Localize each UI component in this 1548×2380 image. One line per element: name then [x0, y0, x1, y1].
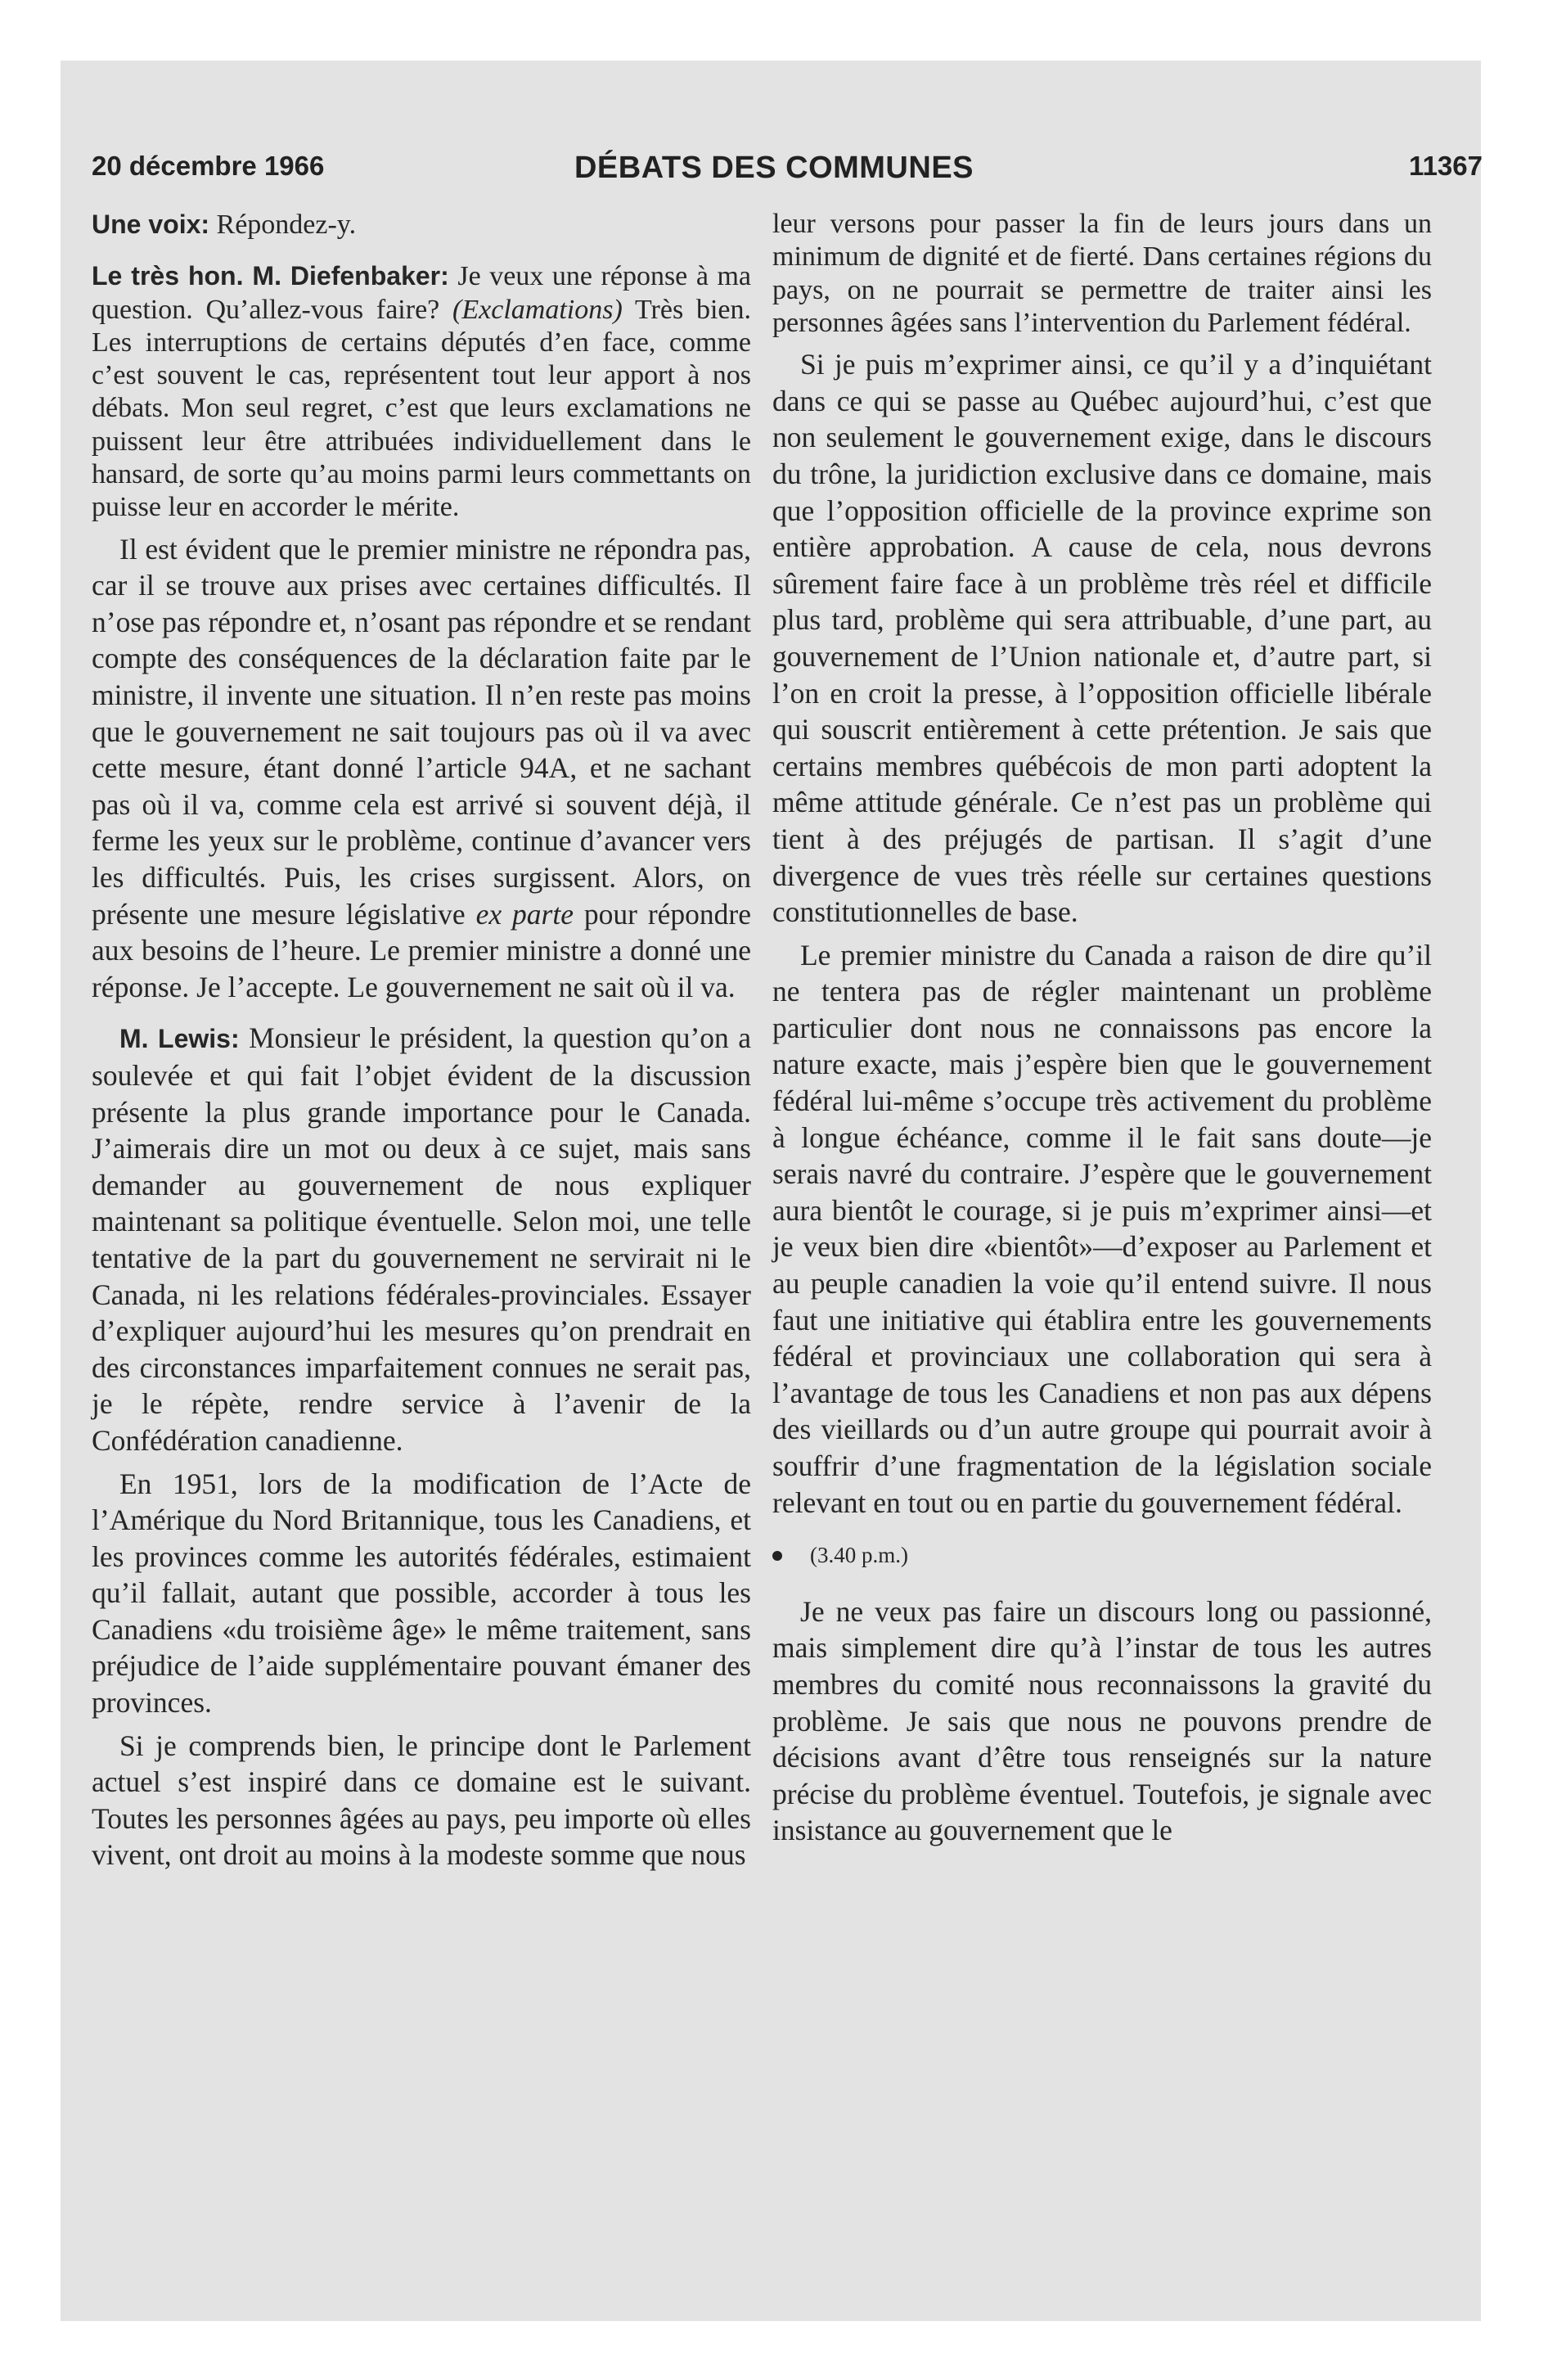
latin-term: ex parte [475, 897, 574, 931]
paragraph [92, 259, 751, 524]
right-column [772, 208, 1432, 1855]
paragraph-text: Répondez-y. [216, 210, 357, 240]
speaker-name: Le très hon. M. Diefenbaker: [92, 261, 449, 291]
header-date: 20 décembre 1966 [92, 151, 325, 181]
header-title: DÉBATS DES COMMUNES [574, 151, 974, 185]
paragraph [92, 531, 751, 1006]
paragraph-text: Très bien. Les interruptions de certains députés d’en face, comme c’est souvent le cas, représentent tout leur apport à nos débats. Mon seul regret, c’est que leurs exclamations ne puissent leur être attribuées individuellement dans le hansard, de sorte qu’au moins parmi leurs commettants on puisse leur en accorder le mérite. [92, 294, 751, 523]
paragraph-text: Je veux une réponse à ma question. Qu’allez-vous faire? [92, 261, 752, 325]
speaker-name: M. Lewis: [119, 1024, 240, 1054]
stage-direction: (Exclamations) [452, 294, 623, 325]
paragraph-text: Monsieur le président, la question qu’on a soulevée et qui fait l’objet évident de la discussion présente la plus grande importance pour le Canada. J’aimerais dire un mot ou deux à ce sujet, mais sans demander au gouvernement de nous expliquer maintenant sa politique éventuelle. Selon moi, une telle tentative de la part du gouvernement ne servirait ni le Canada, ni les relations fédérales-provinciales. Essayer d’expliquer aujourd’hui les mesures qu’on prendrait en des circonstances imparfaitement connues ne serait pas, je le répète, rendre service à l’avenir de la Confédération canadienne. [92, 1021, 752, 1457]
page-number: 11367 [1409, 151, 1483, 181]
paragraph-text: Il est évident que le premier ministre ne répondra pas, car il se trouve aux prises avec certaines difficultés. Il n’ose pas répondre et, n’osant pas répondre et se rendant compte des conséquences de la déclaration faite par le ministre, il invente une situation. Il n’en reste pas moins que le gouvernement ne sait toujours pas où il va avec cette mesure, étant donné l’article 94A, et ne sachant pas où il va, comme cela est arrivé si souvent déjà, il ferme les yeux sur le problème, continue d’avancer vers les difficultés. Puis, les crises surgissent. Alors, on présente une mesure législative [92, 532, 751, 931]
timestamp-text: (3.40 p.m.) [810, 1543, 908, 1568]
time-marker [772, 1537, 1432, 1574]
bullet-dot-icon [772, 1551, 782, 1561]
paragraph-text: pour répondre aux besoins de l’heure. Le premier ministre a donné une réponse. Je l’accepte. Le gouvernement ne sait où il va. [92, 897, 752, 1003]
page-header [0, 151, 1548, 192]
speaker-name: Une voix: [92, 210, 210, 239]
paragraph: leur versons pour passer la fin de leurs jours dans un minimum de dignité et de fierté. Dans certaines régions du pays, on ne pourrait se permettre de traiter ainsi les personnes âgées sans l’intervention du Parlement fédéral. [772, 209, 1432, 338]
paragraph: Je ne veux pas faire un discours long ou passionné, mais simplement dire qu’à l’instar de tous les autres membres du comité nous reconnaissons la gravité du problème. Je sais que nous ne pouvons prendre de décisions avant d’être tous renseignés sur la nature précise du problème éventuel. Toutefois, je signale avec insistance au gouvernement que le [772, 1594, 1432, 1847]
paragraph: Le premier ministre du Canada a raison de dire qu’il ne tentera pas de régler maintenant un problème particulier dont nous ne connaissons pas encore la nature exacte, mais j’espère bien que le gouvernement fédéral lui-même s’occupe très activement du problème à longue échéance, comme il le fait sans doute—je serais navré du contraire. J’espère que le gouvernement aura bientôt le courage, si je puis m’exprimer ainsi—et je veux bien dire «bientôt»—d’exposer au Parlement et au peuple canadien la voie qu’il entend suivre. Il nous faut une initiative qui établira entre les gouvernements fédéral et provinciaux une collaboration qui sera à l’avantage de tous les Canadiens et non pas aux dépens des vieillards ou d’un autre groupe qui pourrait avoir à souffrir d’une fragmentation de la législation sociale relevant en tout ou en partie du gouvernement fédéral. [772, 938, 1432, 1519]
paragraph [92, 1020, 751, 1458]
left-column [92, 208, 751, 1880]
paragraph: Si je comprends bien, le principe dont le Parlement actuel s’est inspiré dans ce domaine est le suivant. Toutes les personnes âgées au pays, peu importe où elles vivent, ont droit au moins à la modeste somme que nous [92, 1729, 751, 1872]
paragraph: En 1951, lors de la modification de l’Acte de l’Amérique du Nord Britannique, tous les Canadiens, et les provinces comme les autorités fédérales, estimaient qu’il fallait, autant que possible, accorder à tous les Canadiens «du troisième âge» le même traitement, sans préjudice de l’aide supplémentaire pouvant émaner des provinces. [92, 1467, 751, 1720]
paragraph [92, 208, 751, 241]
paragraph: Si je puis m’exprimer ainsi, ce qu’il y a d’inquiétant dans ce qui se passe au Québec aujourd’hui, c’est que non seulement le gouvernement exige, dans le discours du trône, la juridiction exclusive dans ce domaine, mais que l’opposition officielle de la province exprime son entière approbation. A cause de cela, nous devrons sûrement faire face à un problème très réel et difficile plus tard, problème qui sera attribuable, d’une part, au gouvernement de l’Union nationale et, d’autre part, si l’on en croit la presse, à l’opposition officielle libérale qui souscrit entièrement à cette prétention. Je sais que certains membres québécois de mon parti adoptent la même attitude générale. Ce n’est pas un problème qui tient à des préjugés de partisan. Il s’agit d’une divergence de vues très réelle sur certaines questions constitutionnelles de base. [772, 348, 1432, 929]
